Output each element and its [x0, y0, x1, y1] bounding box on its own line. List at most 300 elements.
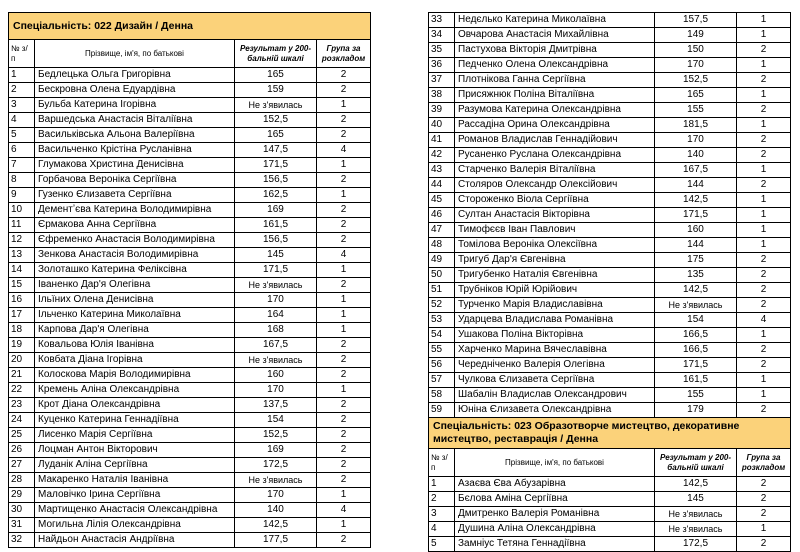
table-row [429, 88, 791, 103]
score-value: Не з'явилась [655, 507, 737, 522]
row-number: 36 [429, 58, 455, 73]
student-name: Юніна Єлизавета Олександрівна [455, 403, 655, 418]
score-value: 160 [655, 223, 737, 238]
student-name: Карпова Дар'я Олегівна [35, 323, 235, 338]
row-number: 9 [9, 188, 35, 203]
header-result: Результат у 200-бальній шкалі [235, 40, 317, 68]
table-row [429, 103, 791, 118]
score-value: 169 [235, 443, 317, 458]
table-row [9, 83, 371, 98]
row-number: 23 [9, 398, 35, 413]
column-header-row [9, 40, 371, 68]
student-name: Колоскова Марія Володимирівна [35, 368, 235, 383]
table-row [429, 358, 791, 373]
student-name: Шабалін Владислав Олександрович [455, 388, 655, 403]
student-name: Лисенко Марія Сергіївна [35, 428, 235, 443]
score-value: 171,5 [655, 358, 737, 373]
row-number: 31 [9, 518, 35, 533]
student-name: Макаренко Наталія Іванівна [35, 473, 235, 488]
student-name: Васильківська Альона Валеріївна [35, 128, 235, 143]
score-value: 142,5 [655, 477, 737, 492]
header-result: Результат у 200-бальній шкалі [655, 449, 737, 477]
row-number: 16 [9, 293, 35, 308]
row-number: 25 [9, 428, 35, 443]
table-row [429, 238, 791, 253]
group-number: 2 [317, 233, 371, 248]
table-row [9, 158, 371, 173]
row-number: 21 [9, 368, 35, 383]
student-name: Томілова Вероніка Олексіївна [455, 238, 655, 253]
row-number: 55 [429, 343, 455, 358]
row-number: 57 [429, 373, 455, 388]
row-number: 15 [9, 278, 35, 293]
group-number: 2 [737, 477, 791, 492]
group-number: 2 [737, 43, 791, 58]
score-value: 145 [235, 248, 317, 263]
student-name: Азаєва Єва Абузарівна [455, 477, 655, 492]
group-number: 1 [317, 383, 371, 398]
student-name: Дмитренко Валерія Романівна [455, 507, 655, 522]
score-value: 170 [655, 58, 737, 73]
group-number: 1 [737, 118, 791, 133]
score-value: 161,5 [235, 218, 317, 233]
group-number: 4 [317, 503, 371, 518]
student-name: Ушакова Поліна Вікторівна [455, 328, 655, 343]
specialty-title: Спеціальність: 022 Дизайн / Денна [9, 13, 371, 40]
group-number: 1 [317, 98, 371, 113]
score-value: Не з'явилась [235, 353, 317, 368]
group-number: 1 [317, 518, 371, 533]
score-value: 135 [655, 268, 737, 283]
table-row [9, 413, 371, 428]
group-number: 1 [737, 388, 791, 403]
table-row [429, 118, 791, 133]
score-value: 144 [655, 238, 737, 253]
table-row [429, 522, 791, 537]
student-name: Старченко Валерія Віталіївна [455, 163, 655, 178]
score-value: 152,5 [655, 73, 737, 88]
table-row [429, 223, 791, 238]
score-value: 142,5 [235, 518, 317, 533]
group-number: 2 [317, 458, 371, 473]
group-number: 1 [737, 328, 791, 343]
row-number: 8 [9, 173, 35, 188]
score-value: 140 [235, 503, 317, 518]
row-number: 3 [9, 98, 35, 113]
table-row [429, 268, 791, 283]
score-value: 168 [235, 323, 317, 338]
group-number: 2 [737, 253, 791, 268]
table-row [9, 443, 371, 458]
table-row [9, 218, 371, 233]
student-name: Лоцман Антон Вікторович [35, 443, 235, 458]
group-number: 2 [317, 533, 371, 548]
score-value: 172,5 [655, 537, 737, 552]
row-number: 47 [429, 223, 455, 238]
row-number: 4 [9, 113, 35, 128]
row-number: 5 [9, 128, 35, 143]
score-value: 156,5 [235, 173, 317, 188]
table-row [429, 492, 791, 507]
group-number: 2 [317, 128, 371, 143]
table-row [9, 308, 371, 323]
score-value: 164 [235, 308, 317, 323]
group-number: 2 [737, 103, 791, 118]
table-row [429, 283, 791, 298]
specialty-header-row [429, 418, 791, 449]
score-value: 161,5 [655, 373, 737, 388]
score-value: 155 [655, 103, 737, 118]
score-value: 152,5 [235, 113, 317, 128]
table-row [429, 163, 791, 178]
student-name: Кремень Аліна Олександрівна [35, 383, 235, 398]
row-number: 33 [429, 13, 455, 28]
group-number: 4 [737, 313, 791, 328]
student-name: Могильна Лілія Олександрівна [35, 518, 235, 533]
group-number: 1 [737, 238, 791, 253]
student-name: Тригубенко Наталія Євгенівна [455, 268, 655, 283]
group-number: 2 [737, 298, 791, 313]
row-number: 19 [9, 338, 35, 353]
score-value: 175 [655, 253, 737, 268]
table-row [429, 298, 791, 313]
row-number: 1 [9, 68, 35, 83]
group-number: 1 [737, 88, 791, 103]
group-number: 1 [737, 163, 791, 178]
row-number: 32 [9, 533, 35, 548]
group-number: 2 [737, 403, 791, 418]
group-number: 1 [317, 323, 371, 338]
group-number: 1 [737, 13, 791, 28]
group-number: 2 [317, 368, 371, 383]
score-value: 181,5 [655, 118, 737, 133]
group-number: 2 [317, 428, 371, 443]
student-name: Бульба Катерина Ігорівна [35, 98, 235, 113]
score-value: 167,5 [655, 163, 737, 178]
student-name: Душина Аліна Олександрівна [455, 522, 655, 537]
student-name: Овчарова Анастасія Михайлівна [455, 28, 655, 43]
row-number: 5 [429, 537, 455, 552]
specialty-title: Спеціальність: 023 Образотворче мистецтво, декоративне мистецтво, реставрація / Денна [429, 418, 791, 449]
score-value: 170 [235, 488, 317, 503]
table-row [9, 503, 371, 518]
row-number: 42 [429, 148, 455, 163]
group-number: 1 [737, 193, 791, 208]
row-number: 28 [9, 473, 35, 488]
student-name: Турченко Марія Владиславівна [455, 298, 655, 313]
student-name: Ільченко Катерина Миколаївна [35, 308, 235, 323]
student-name: Бєлова Аміна Сергіївна [455, 492, 655, 507]
student-name: Іваненко Дар'я Олегівна [35, 278, 235, 293]
table-row [9, 353, 371, 368]
score-value: 157,5 [655, 13, 737, 28]
table-row [9, 488, 371, 503]
group-number: 2 [317, 278, 371, 293]
row-number: 59 [429, 403, 455, 418]
score-value: Не з'явилась [655, 522, 737, 537]
row-number: 45 [429, 193, 455, 208]
row-number: 30 [9, 503, 35, 518]
group-number: 2 [317, 443, 371, 458]
table-row [9, 368, 371, 383]
row-number: 27 [9, 458, 35, 473]
row-number: 17 [9, 308, 35, 323]
score-value: 177,5 [235, 533, 317, 548]
row-number: 7 [9, 158, 35, 173]
student-name: Луданік Аліна Сергіївна [35, 458, 235, 473]
group-number: 2 [317, 83, 371, 98]
row-number: 2 [429, 492, 455, 507]
table-row [429, 73, 791, 88]
student-name: Русаненко Руслана Олександрівна [455, 148, 655, 163]
group-number: 1 [317, 263, 371, 278]
group-number: 1 [737, 28, 791, 43]
table-row [9, 473, 371, 488]
score-value: 165 [235, 128, 317, 143]
score-value: 145 [655, 492, 737, 507]
row-number: 43 [429, 163, 455, 178]
row-number: 54 [429, 328, 455, 343]
student-name: Куценко Катерина Геннадіївна [35, 413, 235, 428]
score-value: 171,5 [235, 158, 317, 173]
student-name: Ільїних Олена Денисівна [35, 293, 235, 308]
score-value: 142,5 [655, 193, 737, 208]
score-value: 156,5 [235, 233, 317, 248]
row-number: 1 [429, 477, 455, 492]
student-name: Педченко Олена Олександрівна [455, 58, 655, 73]
student-name: Мартищенко Анастасія Олександрівна [35, 503, 235, 518]
student-name: Рассадіна Орина Олександрівна [455, 118, 655, 133]
student-name: Харченко Марина Вячеславівна [455, 343, 655, 358]
row-number: 58 [429, 388, 455, 403]
student-name: Ковбата Діана Ігорівна [35, 353, 235, 368]
student-name: Єфременко Анастасія Володимирівна [35, 233, 235, 248]
table-row [9, 68, 371, 83]
header-num: № з/п [429, 449, 455, 477]
header-group: Група за розкладом [317, 40, 371, 68]
score-value: 171,5 [655, 208, 737, 223]
row-number: 2 [9, 83, 35, 98]
table-row [9, 338, 371, 353]
student-name: Недєлько Катерина Миколаївна [455, 13, 655, 28]
student-name: Тригуб Дар'я Євгенівна [455, 253, 655, 268]
table-row [9, 323, 371, 338]
score-value: 160 [235, 368, 317, 383]
table-row [9, 533, 371, 548]
table-row [429, 13, 791, 28]
group-number: 2 [317, 338, 371, 353]
group-number: 4 [317, 248, 371, 263]
student-name: Золоташко Катерина Феліксівна [35, 263, 235, 278]
row-number: 44 [429, 178, 455, 193]
specialty-header-row [9, 13, 371, 40]
student-name: Чередніченко Валерія Олегівна [455, 358, 655, 373]
table-row [9, 128, 371, 143]
student-name: Глумакова Христина Денисівна [35, 158, 235, 173]
student-name: Гузенко Єлизавета Сергіївна [35, 188, 235, 203]
row-number: 11 [9, 218, 35, 233]
group-number: 2 [317, 113, 371, 128]
row-number: 37 [429, 73, 455, 88]
student-name: Султан Анастасія Вікторівна [455, 208, 655, 223]
table-row [429, 178, 791, 193]
row-number: 3 [429, 507, 455, 522]
table-row [9, 293, 371, 308]
group-number: 2 [737, 358, 791, 373]
table-row [429, 28, 791, 43]
row-number: 39 [429, 103, 455, 118]
row-number: 14 [9, 263, 35, 278]
row-number: 22 [9, 383, 35, 398]
score-value: 170 [235, 383, 317, 398]
student-name: Бедлецька Ольга Григорівна [35, 68, 235, 83]
score-value: 159 [235, 83, 317, 98]
score-value: Не з'явилась [235, 278, 317, 293]
score-value: 162,5 [235, 188, 317, 203]
row-number: 12 [9, 233, 35, 248]
row-number: 13 [9, 248, 35, 263]
header-group: Група за розкладом [737, 449, 791, 477]
group-number: 2 [737, 507, 791, 522]
student-name: Стороженко Віола Сергіївна [455, 193, 655, 208]
score-value: 149 [655, 28, 737, 43]
table-row [429, 133, 791, 148]
student-name: Трубніков Юрій Юрійович [455, 283, 655, 298]
score-value: 142,5 [655, 283, 737, 298]
student-name: Романов Владислав Геннадійович [455, 133, 655, 148]
group-number: 1 [737, 223, 791, 238]
student-name: Ударцева Владислава Романівна [455, 313, 655, 328]
row-number: 48 [429, 238, 455, 253]
group-number: 2 [737, 133, 791, 148]
table-row [429, 477, 791, 492]
row-number: 6 [9, 143, 35, 158]
student-name: Присяжнюк Поліна Віталіївна [455, 88, 655, 103]
table-row [9, 383, 371, 398]
group-number: 1 [317, 308, 371, 323]
score-value: 171,5 [235, 263, 317, 278]
group-number: 2 [737, 268, 791, 283]
table-row [9, 263, 371, 278]
row-number: 35 [429, 43, 455, 58]
group-number: 1 [737, 58, 791, 73]
group-number: 2 [317, 173, 371, 188]
group-number: 2 [317, 218, 371, 233]
score-value: 155 [655, 388, 737, 403]
score-value: 165 [655, 88, 737, 103]
row-number: 20 [9, 353, 35, 368]
student-name: Бескровна Олена Едуардівна [35, 83, 235, 98]
score-value: 165 [235, 68, 317, 83]
table-row [9, 518, 371, 533]
score-value: 179 [655, 403, 737, 418]
row-number: 41 [429, 133, 455, 148]
score-value: 147,5 [235, 143, 317, 158]
table-row [429, 193, 791, 208]
table-row [9, 203, 371, 218]
table-row [429, 328, 791, 343]
row-number: 34 [429, 28, 455, 43]
group-number: 1 [737, 373, 791, 388]
student-name: Разумова Катерина Олександрівна [455, 103, 655, 118]
group-number: 2 [317, 203, 371, 218]
table-row [9, 248, 371, 263]
student-name: Плотнікова Ганна Сергіївна [455, 73, 655, 88]
score-value: 150 [655, 43, 737, 58]
table-row [9, 113, 371, 128]
student-name: Горбачова Вероніка Сергіївна [35, 173, 235, 188]
table-row [9, 98, 371, 113]
table-row [9, 278, 371, 293]
score-value: 167,5 [235, 338, 317, 353]
table-row [9, 458, 371, 473]
row-number: 53 [429, 313, 455, 328]
right-results-table [428, 12, 791, 552]
row-number: 24 [9, 413, 35, 428]
score-value: 172,5 [235, 458, 317, 473]
table-row [429, 507, 791, 522]
row-number: 46 [429, 208, 455, 223]
student-name: Маловічко Ірина Сергіївна [35, 488, 235, 503]
group-number: 2 [737, 178, 791, 193]
score-value: 144 [655, 178, 737, 193]
student-name: Тимофєєв Іван Павлович [455, 223, 655, 238]
table-row [429, 208, 791, 223]
group-number: 1 [317, 158, 371, 173]
group-number: 2 [737, 148, 791, 163]
table-row [9, 233, 371, 248]
table-row [429, 313, 791, 328]
score-value: 166,5 [655, 328, 737, 343]
row-number: 4 [429, 522, 455, 537]
student-name: Ковальова Юлія Іванівна [35, 338, 235, 353]
score-value: Не з'явилась [235, 98, 317, 113]
group-number: 2 [737, 537, 791, 552]
row-number: 52 [429, 298, 455, 313]
table-row [429, 253, 791, 268]
score-value: 137,5 [235, 398, 317, 413]
student-name: Васильченко Крістіна Русланівна [35, 143, 235, 158]
group-number: 2 [317, 353, 371, 368]
table-row [429, 537, 791, 552]
table-row [429, 388, 791, 403]
table-row [429, 373, 791, 388]
student-name: Зенкова Анастасія Володимирівна [35, 248, 235, 263]
header-num: № з/п [9, 40, 35, 68]
table-row [429, 343, 791, 358]
group-number: 2 [317, 68, 371, 83]
table-row [429, 58, 791, 73]
column-header-row [429, 449, 791, 477]
group-number: 2 [317, 413, 371, 428]
student-name: Варшедська Анастасія Віталіївна [35, 113, 235, 128]
table-row [9, 143, 371, 158]
row-number: 49 [429, 253, 455, 268]
score-value: 169 [235, 203, 317, 218]
student-name: Чулкова Єлизавета Сергіївна [455, 373, 655, 388]
score-value: 154 [655, 313, 737, 328]
table-row [9, 188, 371, 203]
header-name: Прізвище, ім'я, по батькові [35, 40, 235, 68]
score-value: 170 [655, 133, 737, 148]
group-number: 2 [737, 492, 791, 507]
table-row [429, 43, 791, 58]
table-row [429, 148, 791, 163]
score-value: 170 [235, 293, 317, 308]
group-number: 2 [737, 343, 791, 358]
score-value: 152,5 [235, 428, 317, 443]
student-name: Єрмакова Анна Сергіївна [35, 218, 235, 233]
